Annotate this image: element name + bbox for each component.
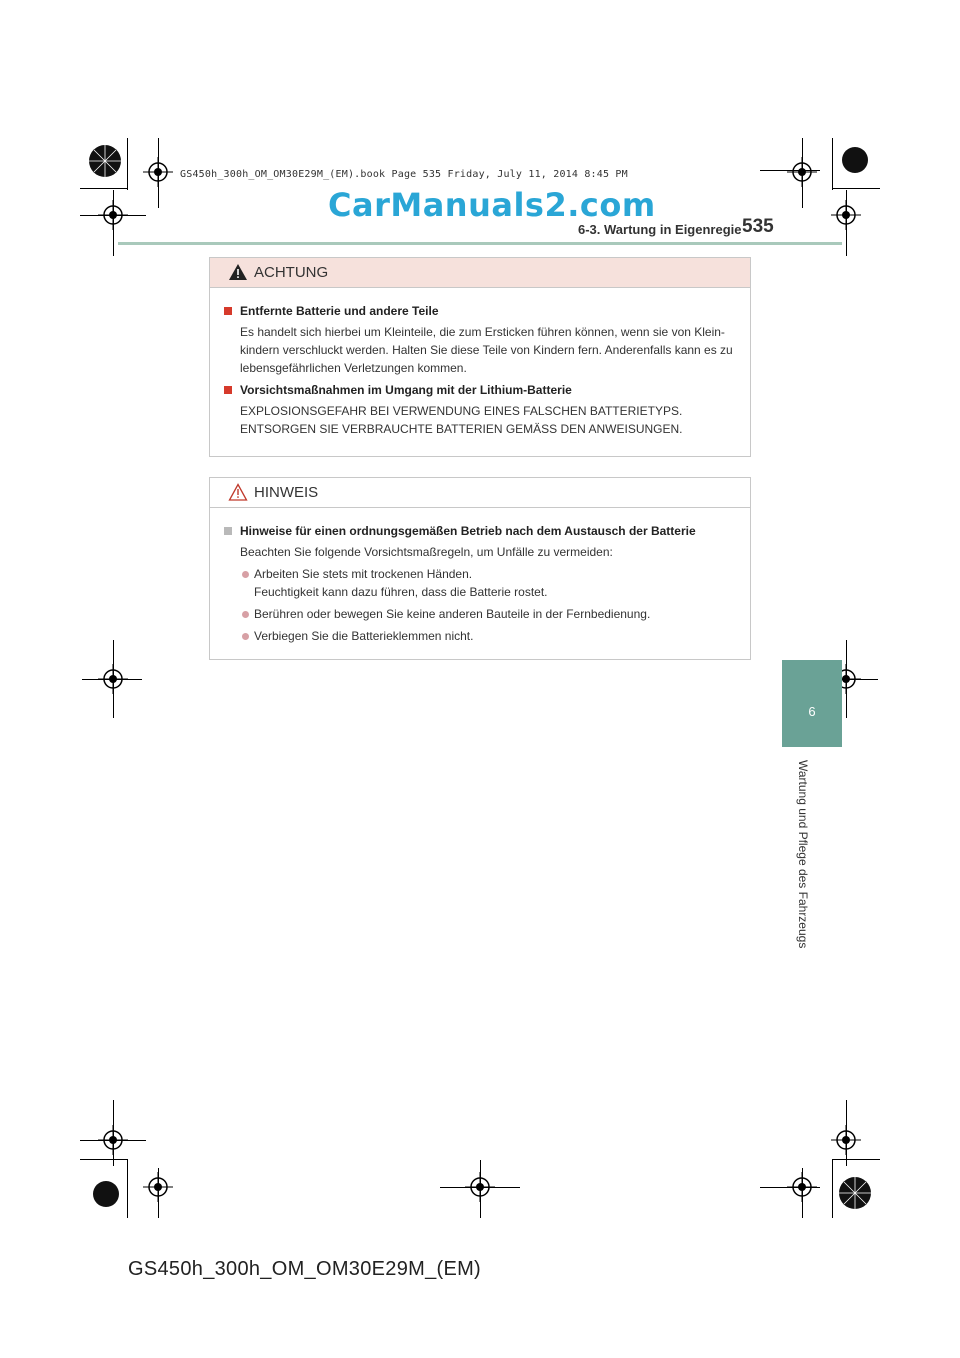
warning-label: ACHTUNG	[254, 264, 329, 281]
crop-line	[80, 1159, 128, 1160]
footer-code: GS450h_300h_OM_OM30E29M_(EM)	[128, 1258, 482, 1280]
crop-line	[832, 188, 880, 189]
chapter-label: Wartung und Pflege des Fahrzeugs	[796, 760, 810, 949]
list-item	[222, 605, 738, 623]
chapter-number: 6	[808, 704, 816, 719]
black-dot-icon	[93, 1181, 119, 1207]
crop-line	[127, 1160, 128, 1218]
grey-square-icon	[224, 527, 232, 535]
bullet-dot-icon	[242, 633, 249, 640]
registration-target-icon	[98, 200, 128, 230]
bullet-dot-icon	[242, 611, 249, 618]
chapter-tab[interactable]	[782, 660, 842, 747]
note-intro: Beachten Sie folgende Vorsichtsmaßregeln, um Unfälle zu vermeiden:	[240, 545, 613, 559]
registration-target-icon	[143, 1172, 173, 1202]
warning-triangle-icon	[228, 263, 248, 281]
page-number: 535	[742, 216, 774, 237]
registration-target-icon	[831, 1125, 861, 1155]
bullet-text: Verbiegen Sie die Batterieklemmen nicht.	[254, 629, 474, 643]
crop-line	[832, 1159, 880, 1160]
registration-target-icon	[143, 157, 173, 187]
crop-line	[127, 138, 128, 190]
header-rule	[118, 242, 842, 245]
note-header	[210, 478, 750, 508]
note-item-title-text: Hinweise für einen ordnungsgemäßen Betrieb nach dem Austausch der Batterie	[240, 524, 696, 538]
list-item	[222, 627, 738, 645]
registration-target-icon	[831, 200, 861, 230]
warning-item-title-text: Entfernte Batterie und andere Teile	[240, 304, 439, 318]
note-body	[210, 508, 750, 659]
warning-body	[210, 288, 750, 456]
watermark-logo: CarManuals2.com	[328, 186, 656, 224]
warning-item-title-text: Vorsichtsmaßnahmen im Umgang mit der Lithium-Batterie	[240, 383, 572, 397]
registration-target-icon	[787, 157, 817, 187]
bullet-text: Berühren oder bewegen Sie keine anderen Bauteile in der Fernbedienung.	[254, 607, 651, 621]
warning-box	[209, 257, 751, 457]
starburst-icon	[88, 144, 122, 178]
crop-line	[80, 188, 128, 189]
bullet-text: Arbeiten Sie stets mit trockenen Händen.	[254, 567, 473, 581]
warning-item-title	[222, 302, 738, 320]
warning-item-text: EXPLOSIONSGEFAHR BEI VERWENDUNG EINES FALSCHEN BATTERIETYPS. ENTSORGEN SIE VERBRAUCHTE BATTERIEN GEMÄSS DEN ANWEISUNGEN.	[240, 404, 683, 436]
red-square-icon	[224, 307, 232, 315]
warning-header	[210, 258, 750, 288]
file-stamp: GS450h_300h_OM_OM30E29M_(EM).book Page 535 Friday, July 11, 2014 8:45 PM	[180, 169, 628, 180]
note-label: HINWEIS	[254, 484, 319, 501]
black-dot-icon	[842, 147, 868, 173]
note-box	[209, 477, 751, 660]
bullet-dot-icon	[242, 571, 249, 578]
list-item	[222, 565, 738, 601]
section-title: 6-3. Wartung in Eigenregie	[578, 222, 742, 237]
red-square-icon	[224, 386, 232, 394]
crop-line	[82, 679, 142, 680]
registration-target-icon	[787, 1172, 817, 1202]
crop-line	[832, 138, 833, 190]
warning-item-title	[222, 381, 738, 399]
warning-item-text: Es handelt sich hierbei um Kleinteile, die zum Ersticken führen können, wenn sie von Klein-kindern verschluckt werden. Halten Sie diese Teile von Kindern fern. Anderenfalls kann es zu lebensgefährlichen Verletzungen kommen.	[240, 325, 733, 375]
bullet-subtext: Feuchtigkeit kann dazu führen, dass die Batterie rostet.	[254, 585, 548, 599]
registration-target-icon	[98, 1125, 128, 1155]
caution-triangle-outline-icon	[228, 483, 248, 501]
crop-line	[480, 1160, 481, 1218]
starburst-icon	[838, 1176, 872, 1210]
crop-line	[832, 1160, 833, 1218]
note-item-title	[222, 522, 738, 540]
